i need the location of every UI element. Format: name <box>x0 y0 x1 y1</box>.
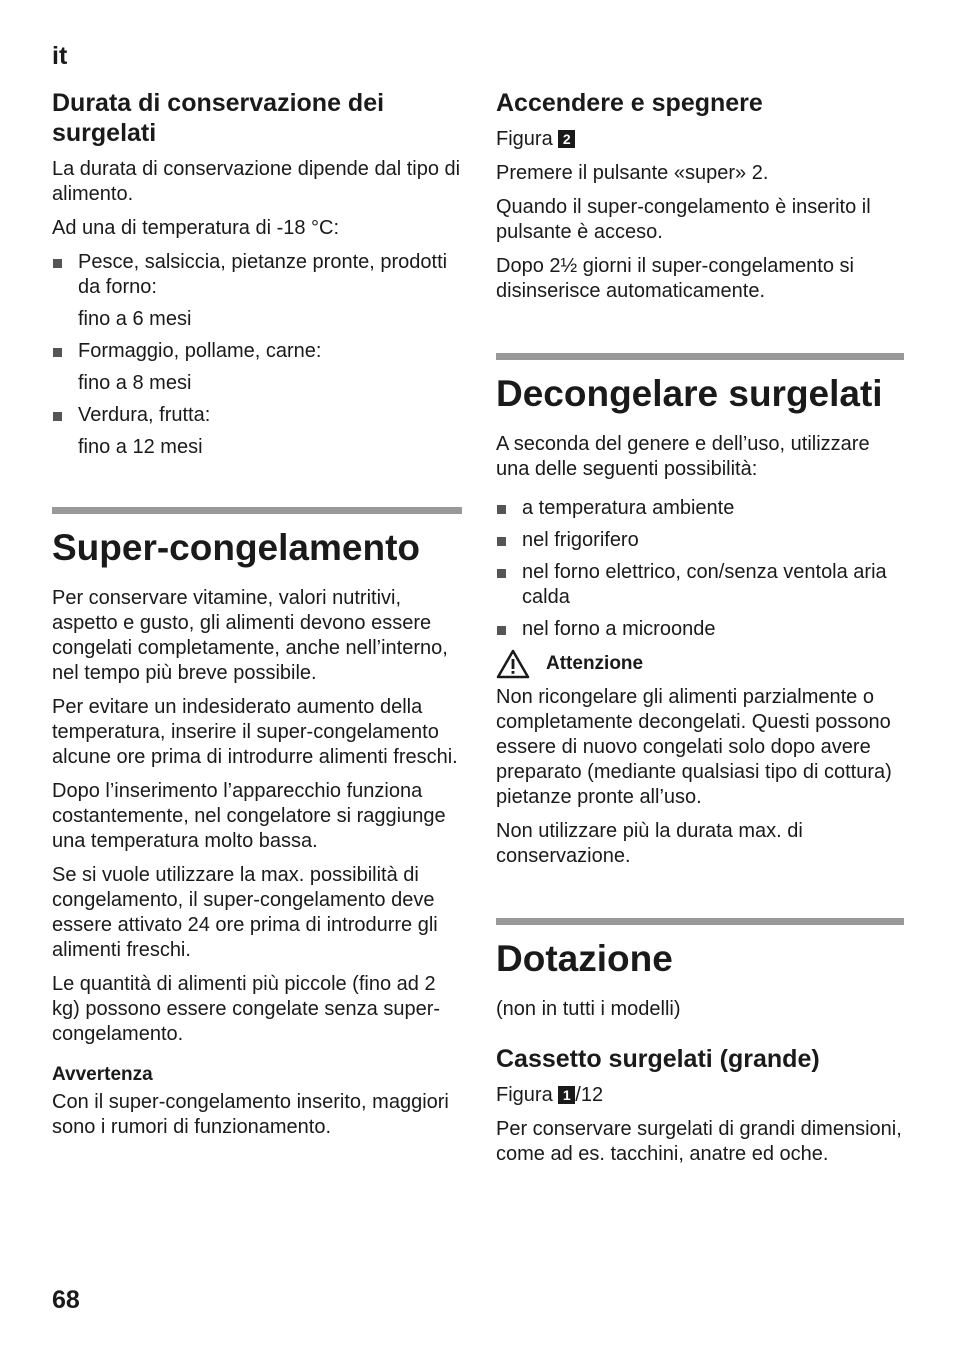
super-paragraph: Per conservare vitamine, valori nutritivi, aspetto e gusto, gli alimenti devono essere congelati completamente, anche nell’interno, nel tempo più breve possibile. <box>52 587 448 684</box>
accendere-paragraph: Dopo 2½ giorni il super-congelamento si disinserisce automaticamente. <box>496 255 854 302</box>
figure-reference <box>496 127 904 152</box>
figure-number-badge: 2 <box>558 130 575 148</box>
figure-label: Figura <box>496 128 553 150</box>
section-title-dotazione: Dotazione <box>496 938 673 979</box>
list-item-value: fino a 12 mesi <box>78 436 203 458</box>
super-paragraph: Dopo l’inserimento l’apparecchio funziona costantemente, nel congelatore si raggiunge una temperatura molto bassa. <box>52 780 446 852</box>
page-number: 68 <box>52 1286 80 1314</box>
list-item-label: Verdura, frutta: <box>78 404 211 426</box>
decongelare-intro: A seconda del genere e dell’uso, utilizzare una delle seguenti possibilità: <box>496 433 870 480</box>
accendere-paragraph: Quando il super-congelamento è inserito il pulsante è acceso. <box>496 196 871 243</box>
durata-list <box>52 403 462 428</box>
list-item <box>52 250 462 300</box>
section-divider <box>496 353 904 360</box>
list-item <box>52 339 462 364</box>
note-text: Con il super-congelamento inserito, maggiori sono i rumori di funzionamento. <box>52 1091 449 1138</box>
list-item-value: fino a 8 mesi <box>78 372 192 394</box>
list-item <box>496 496 904 521</box>
cassetto-text: Per conservare surgelati di grandi dimensioni, come ad es. tacchini, anatre ed oche. <box>496 1118 902 1165</box>
section-title-durata: Durata di conservazione dei surgelati <box>52 89 385 147</box>
list-item-label: nel frigorifero <box>522 529 639 551</box>
bullet-icon <box>497 626 506 635</box>
dotazione-subtitle: (non in tutti i modelli) <box>496 998 681 1020</box>
warning-triangle-icon <box>496 649 530 679</box>
list-item <box>496 560 904 610</box>
bullet-icon <box>53 412 62 421</box>
super-paragraph: Per evitare un indesiderato aumento della temperatura, inserire il super-congelamento alcune ore prima di introdurre alimenti freschi. <box>52 696 458 768</box>
warning-header <box>496 649 904 679</box>
warning-paragraph: Non ricongelare gli alimenti parzialmente o completamente decongelati. Questi possono essere di nuovo congelati solo dopo avere preparato (mediante qualsiasi tipo di cottura) pietanze pronte all’uso. <box>496 686 892 808</box>
bullet-icon <box>497 537 506 546</box>
bullet-icon <box>53 348 62 357</box>
list-item <box>496 528 904 553</box>
note-title: Avvertenza <box>52 1064 153 1085</box>
warning-title: Attenzione <box>546 653 644 674</box>
section-title-super: Super-congelamento <box>52 527 420 568</box>
section-title-cassetto: Cassetto surgelati (grande) <box>496 1045 820 1073</box>
list-item-value: fino a 6 mesi <box>78 308 192 330</box>
durata-list <box>52 339 462 364</box>
list-item <box>52 403 462 428</box>
bullet-icon <box>497 505 506 514</box>
warning-paragraph: Non utilizzare più la durata max. di conservazione. <box>496 820 803 867</box>
list-item-label: a temperatura ambiente <box>522 497 735 519</box>
durata-list <box>52 250 462 300</box>
list-item-label: Pesce, salsiccia, pietanze pronte, prodotti da forno: <box>78 251 448 298</box>
super-paragraph: Le quantità di alimenti più piccole (fino ad 2 kg) possono essere congelate senza super-congelamento. <box>52 973 441 1045</box>
durata-temp-line: Ad una di temperatura di -18 °C: <box>52 217 340 239</box>
bullet-icon <box>497 569 506 578</box>
section-title-accendere: Accendere e spegnere <box>496 89 763 117</box>
accendere-paragraph: Premere il pulsante «super» 2. <box>496 162 769 184</box>
left-column <box>52 88 462 1149</box>
decongelare-list <box>496 496 904 642</box>
list-item-label: nel forno elettrico, con/senza ventola aria calda <box>522 561 887 608</box>
section-title-decongelare: Decongelare surgelati <box>496 373 883 414</box>
bullet-icon <box>53 259 62 268</box>
list-item-label: nel forno a microonde <box>522 618 716 640</box>
section-divider <box>52 507 462 514</box>
figure-number-badge: 1 <box>558 1086 575 1104</box>
figure-label: Figura <box>496 1084 553 1106</box>
figure-reference <box>496 1083 904 1108</box>
super-paragraph: Se si vuole utilizzare la max. possibilità di congelamento, il super-congelamento deve essere attivato 24 ore prima di introdurre gli alimenti freschi. <box>52 864 438 961</box>
language-code: it <box>52 42 68 70</box>
list-item <box>496 617 904 642</box>
figure-suffix: /12 <box>575 1084 604 1106</box>
durata-intro: La durata di conservazione dipende dal tipo di alimento. <box>52 158 461 205</box>
list-item-label: Formaggio, pollame, carne: <box>78 340 322 362</box>
section-divider <box>496 918 904 925</box>
right-column <box>496 88 904 1176</box>
